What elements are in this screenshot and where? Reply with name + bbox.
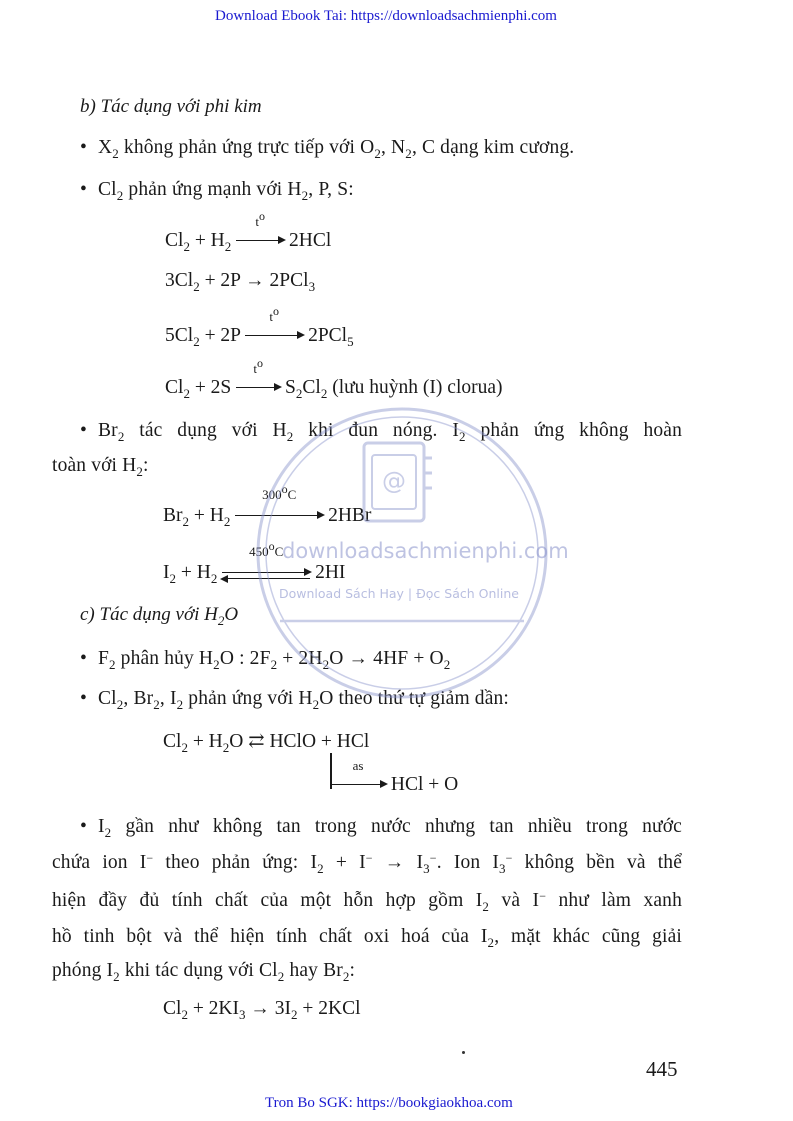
temperature-arrow: 300$^o$C — [235, 505, 323, 527]
paragraph-i2-line4: hồ tinh bột và thể hiện tính chất oxi hoá của $I_2$, mặt khác cũng giải — [52, 926, 682, 950]
equation-cl2-p-pcl5: $5Cl_2 + 2P$ $t^o$ 2PCl$_5$ — [165, 304, 354, 349]
bullet-cl2-reacts: • $Cl_2$ phản ứng mạnh với $H_2$, P, S: — [80, 179, 354, 203]
bullet-halogens-water-order: • $Cl_2$, $Br_2$, $I_2$ phản ứng với $H_2O$ theo thứ tự giảm dần: — [80, 688, 509, 712]
equation-br2-h2: $Br_2 + H_2$ 300$^o$C 2HBr — [163, 482, 372, 529]
page-number: 445 — [646, 1057, 678, 1081]
section-c-heading: c) Tác dụng với $H_2O$ — [80, 604, 239, 628]
paragraph-i2-line1: • $I_2$ gần như không tan trong nước nhưng tan nhiều trong nước — [80, 816, 682, 840]
bullet-br2-paragraph-line2: toàn với $H_2$: — [52, 455, 149, 479]
bullet-f2-decomposes-water: • $F_2$ phân hủy $H_2O$ : $2F_2 + 2H_2O \to 4HF + O_2$ — [80, 648, 451, 672]
equation-cl2-p-pcl3: $3Cl_2 + 2P \to 2PCl_3$ — [165, 270, 316, 294]
paragraph-i2-line5: phóng $I_2$ khi tác dụng với $Cl_2$ hay $Br_2$: — [52, 960, 356, 984]
equation-i2-h2: $I_2 + H_2$ 450$^o$C 2HI — [163, 539, 346, 586]
header-download-link[interactable]: Download Ebook Tai: https://downloadsachmienphi.com — [215, 8, 557, 24]
heat-arrow: $t^o$ — [245, 325, 303, 347]
equation-cl2-h2o: $Cl_2 + H_2O$ ⇄ HClO + HCl — [163, 731, 370, 755]
heat-arrow: $t^o$ — [236, 377, 280, 399]
footer-sgk-link[interactable]: Tron Bo SGK: https://bookgiaokhoa.com — [265, 1095, 513, 1111]
section-b-heading: b) Tác dụng với phi kim — [80, 96, 262, 117]
equilibrium-arrow: 450$^o$C — [222, 562, 310, 584]
watermark-site-name: downloadsachmienphi.com — [282, 539, 569, 563]
watermark-tagline: Download Sách Hay | Đọc Sách Online — [279, 586, 519, 601]
stray-dot — [462, 1051, 465, 1054]
heat-arrow: $t^o$ — [236, 230, 284, 252]
paragraph-i2-line3: hiện đầy đủ tính chất của một hỗn hợp gồm $I_2$ và I− như làm xanh — [52, 889, 682, 914]
bullet-x2-nonreaction: • $X_2$ không phản ứng trực tiếp với $O_2$, $N_2$, C dạng kim cương. — [80, 137, 575, 161]
svg-text:@: @ — [382, 467, 406, 495]
light-arrow: as — [330, 774, 386, 796]
paragraph-i2-line2: chứa ion I− theo phản ứng: $I_2 + I^- \to I_3^-$. Ion $I_3^-$ không bền và thể — [52, 851, 683, 876]
equation-cl2-ki3: $Cl_2 + 2KI_3 \to 3I_2 + 2KCl$ — [163, 998, 361, 1022]
equation-hclo-decomposition: as HCl + O — [330, 774, 458, 796]
bullet-br2-paragraph-line1: • $Br_2$ tác dụng với $H_2$ khi đun nóng. $I_2$ phản ứng không hoàn — [80, 420, 682, 444]
equation-cl2-s: $Cl_2 + 2S$ $t^o$ $S_2Cl_2$ (lưu huỳnh (I) clorua) — [165, 356, 503, 401]
equation-cl2-h2: $Cl_2 + H_2$ $t^o$ 2HCl — [165, 209, 332, 254]
